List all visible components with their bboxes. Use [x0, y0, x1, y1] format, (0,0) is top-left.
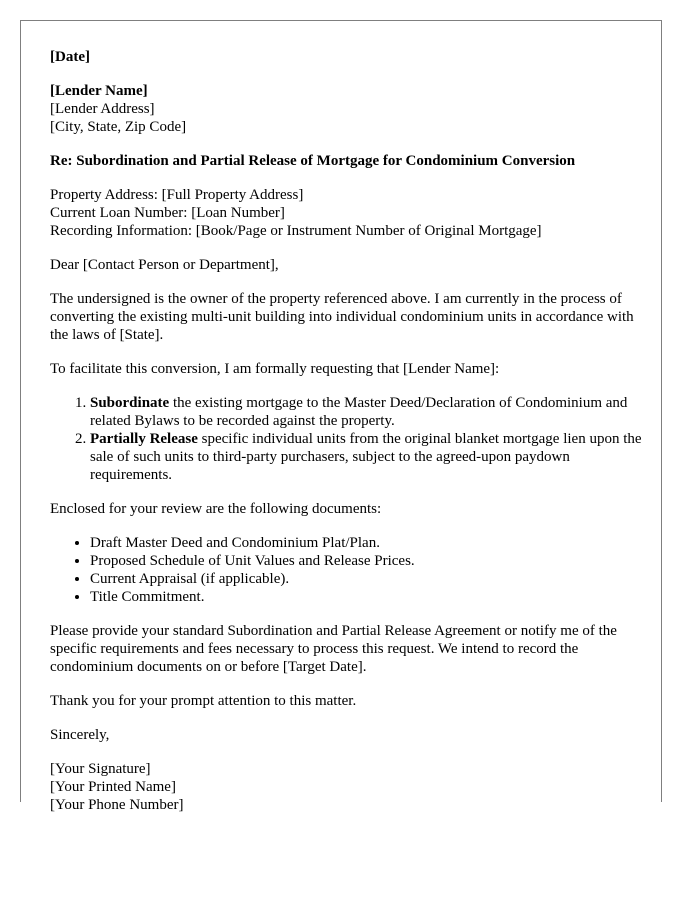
- request-list: [50, 394, 650, 484]
- request-text: the existing mortgage to the Master Deed/Declaration of Condominium and related Bylaws to be recorded against the property.: [90, 395, 628, 429]
- list-item: • Proposed Schedule of Unit Values and Release Prices.: [90, 552, 650, 570]
- lender-name: [Lender Name]: [50, 83, 148, 99]
- lender-city-state-zip: [City, State, Zip Code]: [50, 119, 187, 135]
- list-item: [90, 430, 650, 484]
- request-bold: Partially Release: [90, 431, 198, 447]
- list-item: • Title Commitment.: [90, 588, 650, 606]
- thanks-line: Thank you for your prompt attention to this matter.: [50, 693, 357, 709]
- letter-body: [50, 48, 650, 830]
- request-bold: Subordinate: [90, 395, 170, 411]
- printed-name-line: [Your Printed Name]: [50, 779, 176, 795]
- signature-block: [50, 760, 650, 814]
- letter-date: [50, 48, 650, 66]
- list-item: [90, 394, 650, 430]
- signature-line: [Your Signature]: [50, 761, 151, 777]
- recording-info: Recording Information: [Book/Page or Instrument Number of Original Mortgage]: [50, 223, 542, 239]
- lender-block: [50, 82, 650, 136]
- intro-paragraph: The undersigned is the owner of the property referenced above. I am currently in the process of converting the existing multi-unit building into individual condominium units in accordance with the laws of [State].: [50, 291, 634, 343]
- list-item: • Draft Master Deed and Condominium Plat/Plan.: [90, 534, 650, 552]
- sign-off: Sincerely,: [50, 727, 110, 743]
- property-block: [50, 186, 650, 240]
- subject-text: Re: Subordination and Partial Release of Mortgage for Condominium Conversion: [50, 153, 576, 169]
- closing-request: Please provide your standard Subordination and Partial Release Agreement or notify me of the specific requirements and fees necessary to process this request. We intend to record the condominium documents on or before [Target Date].: [50, 623, 617, 675]
- subject-line: [50, 152, 650, 170]
- letter-page: [20, 20, 662, 813]
- loan-number: Current Loan Number: [Loan Number]: [50, 205, 285, 221]
- date-text: [Date]: [50, 49, 90, 65]
- list-item: • Current Appraisal (if applicable).: [90, 570, 650, 588]
- request-text: specific individual units from the original blanket mortgage lien upon the sale of such units to third-party purchasers, subject to the agreed-upon paydown requirements.: [90, 431, 642, 483]
- request-intro: To facilitate this conversion, I am formally requesting that [Lender Name]:: [50, 361, 500, 377]
- phone-line: [Your Phone Number]: [50, 797, 184, 813]
- lender-address: [Lender Address]: [50, 101, 155, 117]
- property-address: Property Address: [Full Property Address]: [50, 187, 304, 203]
- salutation: Dear [Contact Person or Department],: [50, 257, 279, 273]
- enclosed-intro: Enclosed for your review are the following documents:: [50, 501, 382, 517]
- enclosure-list: [50, 534, 650, 606]
